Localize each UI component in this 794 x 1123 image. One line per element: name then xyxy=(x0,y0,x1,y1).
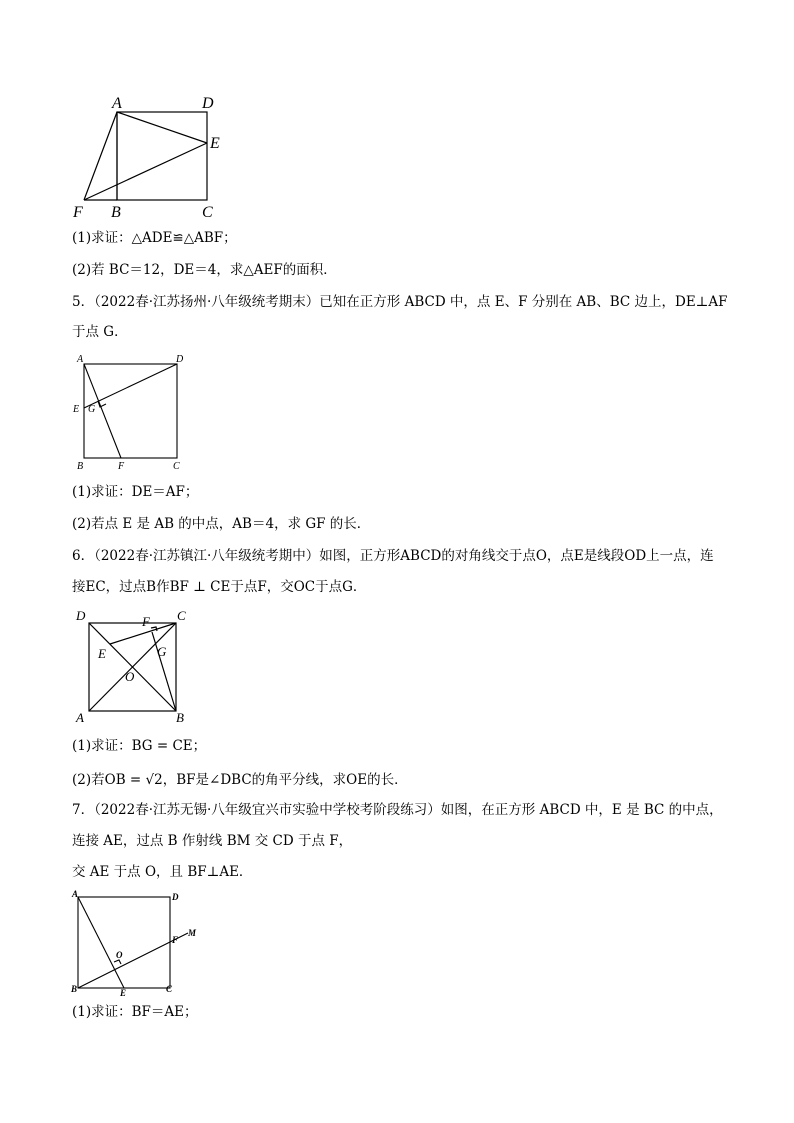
label-c: C xyxy=(173,461,180,472)
label-m: M xyxy=(188,928,197,938)
q7-stem-line1: 7．（2022春·江苏无锡·八年级宜兴市实验中学校考阶段练习）如图，在正方形 ABCD 中，E 是 BC 的中点， xyxy=(72,802,723,818)
q6-part2-suffix: ，BF是∠DBC的角平分线，求OE的长． xyxy=(162,772,408,788)
q7-figure xyxy=(68,888,208,998)
label-d: D xyxy=(176,354,184,365)
q6-stem-line2: 接EC，过点B作BF ⊥ CE于点F，交OC于点G． xyxy=(72,579,367,595)
q7-stem-line3: 交 AE 于点 O，且 BF⊥AE． xyxy=(72,864,253,880)
q4-figure xyxy=(70,92,230,222)
label-e: E xyxy=(73,404,80,415)
q7-part1: (1)求证：BF＝AE； xyxy=(72,1004,198,1020)
q5-stem-line1: 5．（2022春·江苏扬州·八年级统考期末）已知在正方形 ABCD 中，点 E、F 分别在 AB、BC 边上，DE⊥AF xyxy=(72,294,728,310)
label-a: A xyxy=(72,889,79,899)
label-f: F xyxy=(73,204,83,221)
label-e: E xyxy=(210,135,220,152)
q5-stem-line2: 于点 G． xyxy=(72,324,128,340)
label-b: B xyxy=(176,710,184,725)
label-d: D xyxy=(172,892,179,902)
q6-part2 xyxy=(72,770,408,790)
label-c: C xyxy=(202,204,213,221)
q7-stem-line2: 连接 AE，过点 B 作射线 BM 交 CD 于点 F， xyxy=(72,833,353,849)
q5-part2: (2)若点 E 是 AB 的中点，AB＝4，求 GF 的长． xyxy=(72,516,371,532)
right-angle-mark xyxy=(114,960,121,964)
label-d: D xyxy=(202,95,214,112)
label-a: A xyxy=(76,710,84,725)
label-e: E xyxy=(120,988,127,998)
label-a: A xyxy=(112,95,122,112)
q5-part1: (1)求证：DE＝AF； xyxy=(72,484,199,500)
rect-abcd xyxy=(117,112,207,200)
q6-figure xyxy=(70,603,200,728)
q6-part2-prefix: (2)若OB = xyxy=(72,772,146,788)
label-o: O xyxy=(116,950,123,960)
q6-stem-line1: 6．（2022春·江苏镇江·八年级统考期中）如图，正方形ABCD的对角线交于点O，点E是线段OD上一点，连 xyxy=(72,548,714,564)
square-abcd xyxy=(78,897,170,988)
q6-part1: (1)求证：BG = CE； xyxy=(72,738,207,754)
label-a: A xyxy=(77,354,84,365)
label-e: E xyxy=(98,646,106,661)
label-o: O xyxy=(125,669,135,684)
label-d: D xyxy=(76,608,86,623)
label-b: B xyxy=(77,461,84,472)
square-abcd xyxy=(84,364,177,458)
q4-part2: (2)若 BC＝12，DE＝4，求△AEF的面积． xyxy=(72,262,337,278)
label-f: F xyxy=(118,461,125,472)
label-g: G xyxy=(88,404,96,415)
label-g: G xyxy=(157,644,167,659)
q4-part1: (1)求证：△ADE≌△ABF； xyxy=(72,230,237,246)
label-c: C xyxy=(177,608,186,623)
segment-ae xyxy=(117,112,207,143)
label-f: F xyxy=(172,935,179,945)
q5-figure xyxy=(70,350,200,475)
label-f: F xyxy=(142,614,150,629)
label-b: B xyxy=(111,204,121,221)
label-b: B xyxy=(71,984,78,994)
q6-part2-root: √2 xyxy=(145,772,163,788)
segment-ae xyxy=(78,897,124,988)
label-c: C xyxy=(166,984,173,994)
